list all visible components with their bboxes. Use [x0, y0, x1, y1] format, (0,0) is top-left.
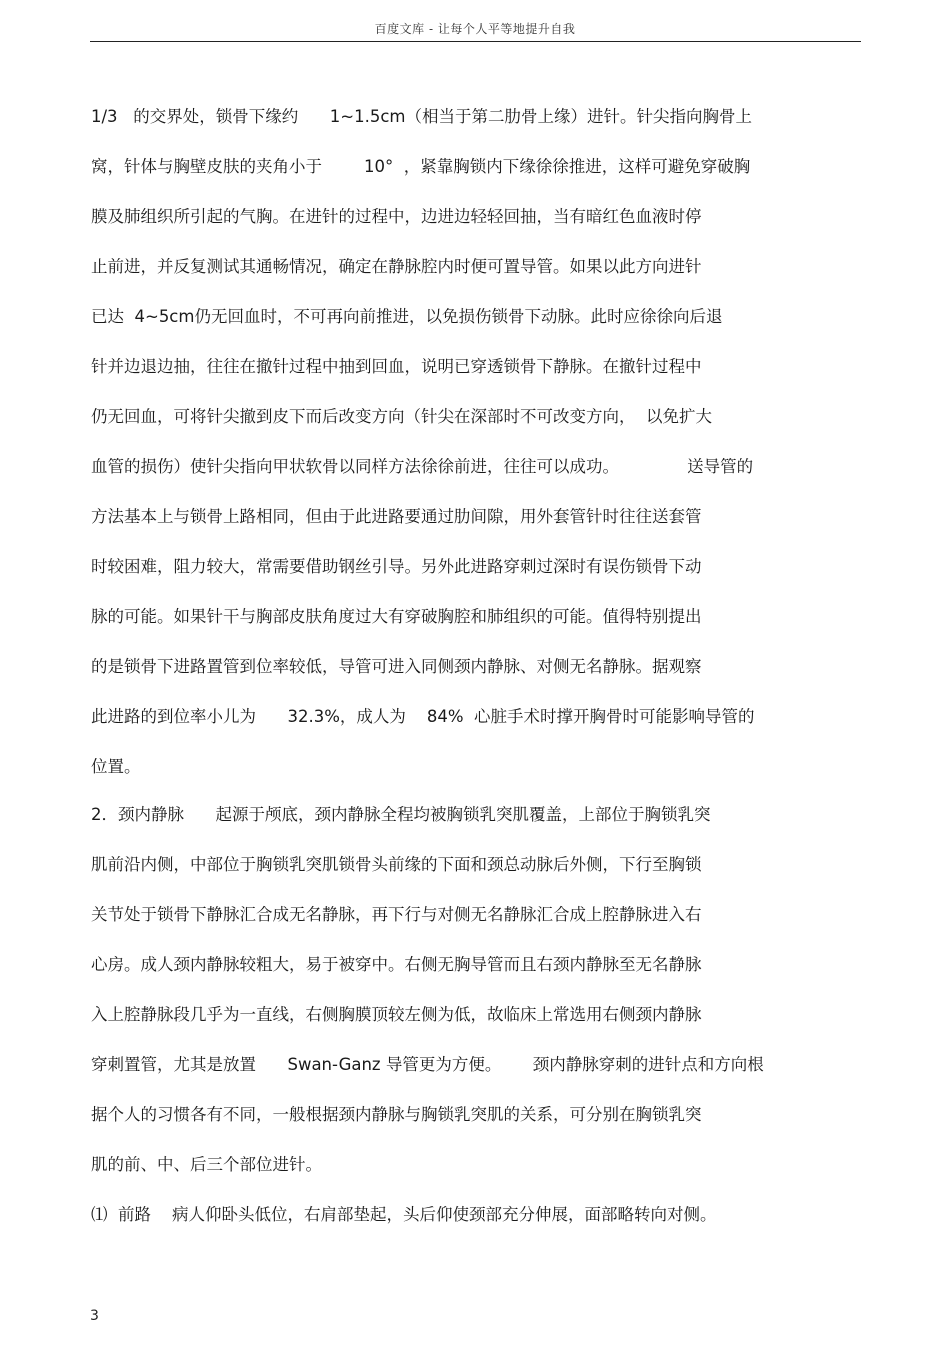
text-line: 已达 4~5cm仍无回血时，不可再向前推进，以免损伤锁骨下动脉。此时应徐徐向后退 [91, 307, 723, 326]
text-line: 此进路的到位率小儿为 32.3%，成人为 84% 心脏手术时撑开胸骨时可能影响导管的 [91, 707, 755, 726]
text-line: ⑴ 前路 病人仰卧头低位，右肩部垫起，头后仰使颈部充分伸展，面部略转向对侧。 [91, 1205, 717, 1224]
text-line: 入上腔静脉段几乎为一直线，右侧胸膜顶较左侧为低，故临床上常选用右侧颈内静脉 [91, 1005, 702, 1024]
text-line: 据个人的习惯各有不同，一般根据颈内静脉与胸锁乳突肌的关系，可分别在胸锁乳突 [91, 1105, 702, 1124]
text-line: 血管的损伤）使针尖指向甲状软骨以同样方法徐徐前进，往往可以成功。 送导管的 [91, 457, 754, 476]
text-line: 肌的前、中、后三个部位进针。 [91, 1155, 322, 1174]
text-line: 方法基本上与锁骨上路相同，但由于此进路要通过肋间隙，用外套管针时往往送套管 [91, 507, 702, 526]
text-line: 窝，针体与胸壁皮肤的夹角小于 10° ，紧靠胸锁内下缘徐徐推进，这样可避免穿破胸 [91, 157, 751, 176]
text-line: 的是锁骨下进路置管到位率较低，导管可进入同侧颈内静脉、对侧无名静脉。据观察 [91, 657, 702, 676]
text-line: 止前进，并反复测试其通畅情况，确定在静脉腔内时便可置导管。如果以此方向进针 [91, 257, 702, 276]
text-line: 位置。 [91, 757, 141, 776]
text-line: 脉的可能。如果针干与胸部皮肤角度过大有穿破胸腔和肺组织的可能。值得特别提出 [91, 607, 702, 626]
text-line: 仍无回血，可将针尖撤到皮下而后改变方向（针尖在深部时不可改变方向， 以免扩大 [91, 407, 712, 426]
page-header: 百度文库 - 让每个人平等地提升自我 [374, 22, 576, 36]
text-line: 2．颈内静脉 起源于颅底，颈内静脉全程均被胸锁乳突肌覆盖，上部位于胸锁乳突 [91, 805, 711, 824]
page-number: 3 [90, 1308, 99, 1324]
text-line: 心房。成人颈内静脉较粗大，易于被穿中。右侧无胸导管而且右颈内静脉至无名静脉 [91, 955, 702, 974]
text-line: 穿刺置管，尤其是放置 Swan-Ganz 导管更为方便。 颈内静脉穿刺的进针点和方向根 [91, 1055, 764, 1074]
text-line: 1/3 的交界处，锁骨下缘约 1~1.5cm（相当于第二肋骨上缘）进针。针尖指向胸骨上 [91, 107, 752, 126]
header-divider [90, 41, 861, 42]
text-line: 膜及肺组织所引起的气胸。在进针的过程中，边进边轻轻回抽，当有暗红色血液时停 [91, 207, 702, 226]
text-line: 关节处于锁骨下静脉汇合成无名静脉，再下行与对侧无名静脉汇合成上腔静脉进入右 [91, 905, 702, 924]
text-line: 时较困难，阻力较大，常需要借助钢丝引导。另外此进路穿刺过深时有误伤锁骨下动 [91, 557, 702, 576]
text-line: 肌前沿内侧，中部位于胸锁乳突肌锁骨头前缘的下面和颈总动脉后外侧，下行至胸锁 [91, 855, 702, 874]
text-line: 针并边退边抽，往往在撤针过程中抽到回血，说明已穿透锁骨下静脉。在撤针过程中 [91, 357, 702, 376]
